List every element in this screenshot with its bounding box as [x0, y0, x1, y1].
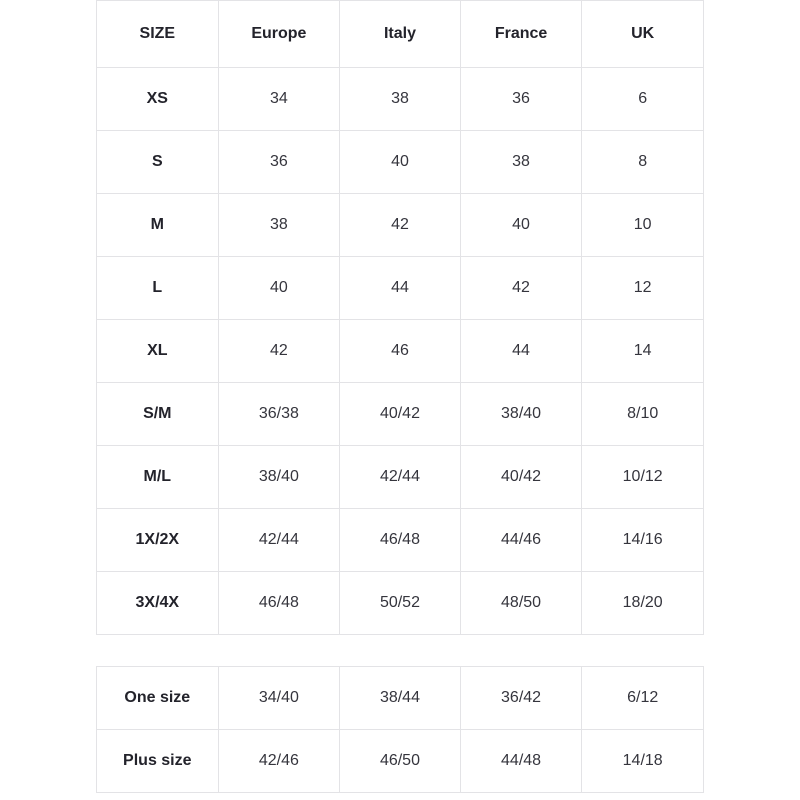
table-row	[97, 68, 704, 131]
cell-france: 38	[460, 131, 582, 194]
cell-europe: 40	[218, 257, 340, 320]
cell-france: 48/50	[460, 572, 582, 635]
row-label: L	[97, 257, 219, 320]
cell-uk: 14	[582, 320, 704, 383]
cell-uk: 14/18	[582, 730, 704, 793]
cell-italy: 44	[340, 257, 461, 320]
cell-italy: 42	[340, 194, 461, 257]
row-label: XL	[97, 320, 219, 383]
table-row	[97, 509, 704, 572]
cell-france: 44	[460, 320, 582, 383]
cell-uk: 8/10	[582, 383, 704, 446]
table-header-row	[97, 1, 704, 68]
row-label: M	[97, 194, 219, 257]
row-label: XS	[97, 68, 219, 131]
one-size-table	[96, 666, 704, 793]
cell-uk: 10	[582, 194, 704, 257]
cell-france: 40	[460, 194, 582, 257]
column-header-france: France	[460, 1, 582, 68]
row-label: 1X/2X	[97, 509, 219, 572]
table-row	[97, 257, 704, 320]
cell-europe: 42/44	[218, 509, 340, 572]
cell-france: 36	[460, 68, 582, 131]
cell-uk: 10/12	[582, 446, 704, 509]
cell-europe: 34	[218, 68, 340, 131]
cell-italy: 38/44	[340, 667, 461, 730]
table-row	[97, 320, 704, 383]
table-row	[97, 383, 704, 446]
row-label: Plus size	[97, 730, 219, 793]
size-conversion-table	[96, 0, 704, 635]
cell-europe: 42/46	[218, 730, 340, 793]
column-header-europe: Europe	[218, 1, 340, 68]
table-row	[97, 572, 704, 635]
cell-italy: 46/50	[340, 730, 461, 793]
column-header-italy: Italy	[340, 1, 461, 68]
cell-france: 44/48	[460, 730, 582, 793]
cell-italy: 38	[340, 68, 461, 131]
row-label: S	[97, 131, 219, 194]
row-label: One size	[97, 667, 219, 730]
table-row	[97, 131, 704, 194]
cell-europe: 36	[218, 131, 340, 194]
row-label: M/L	[97, 446, 219, 509]
column-header-size: SIZE	[97, 1, 219, 68]
cell-france: 44/46	[460, 509, 582, 572]
cell-uk: 14/16	[582, 509, 704, 572]
cell-uk: 8	[582, 131, 704, 194]
cell-uk: 6	[582, 68, 704, 131]
cell-france: 38/40	[460, 383, 582, 446]
cell-italy: 46	[340, 320, 461, 383]
cell-italy: 40	[340, 131, 461, 194]
cell-europe: 42	[218, 320, 340, 383]
cell-france: 42	[460, 257, 582, 320]
row-label: S/M	[97, 383, 219, 446]
cell-italy: 42/44	[340, 446, 461, 509]
cell-italy: 50/52	[340, 572, 461, 635]
table-row	[97, 194, 704, 257]
cell-europe: 46/48	[218, 572, 340, 635]
cell-france: 40/42	[460, 446, 582, 509]
cell-europe: 36/38	[218, 383, 340, 446]
cell-uk: 6/12	[582, 667, 704, 730]
cell-italy: 46/48	[340, 509, 461, 572]
cell-france: 36/42	[460, 667, 582, 730]
cell-italy: 40/42	[340, 383, 461, 446]
cell-europe: 38/40	[218, 446, 340, 509]
cell-uk: 18/20	[582, 572, 704, 635]
table-row	[97, 730, 704, 793]
cell-europe: 38	[218, 194, 340, 257]
column-header-uk: UK	[582, 1, 704, 68]
cell-europe: 34/40	[218, 667, 340, 730]
cell-uk: 12	[582, 257, 704, 320]
table-row	[97, 446, 704, 509]
table-row	[97, 667, 704, 730]
row-label: 3X/4X	[97, 572, 219, 635]
